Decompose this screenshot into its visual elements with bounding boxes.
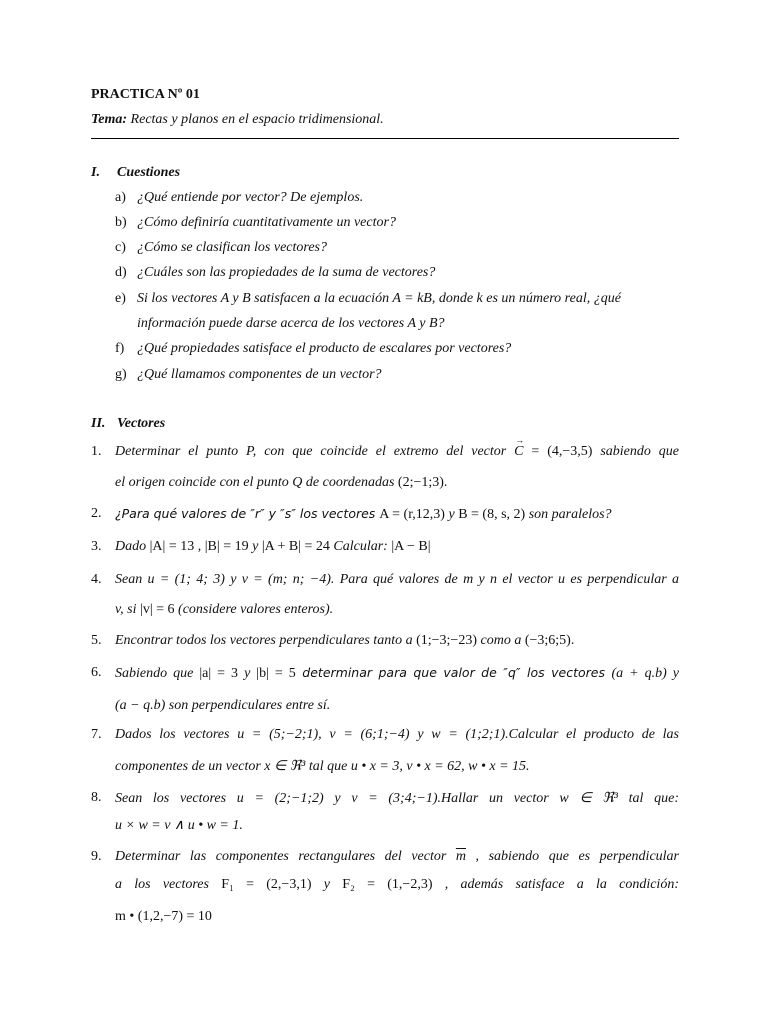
- header-divider: [91, 138, 679, 139]
- problem-4: [91, 572, 679, 588]
- math-expression: u • x = 3, v • x = 62, w • x = 15.: [350, 759, 530, 774]
- page-title: PRACTICA Nº 01: [91, 87, 200, 102]
- problem-9-continuation: [115, 877, 679, 893]
- math-expression: u = (2;−1;2) y v = (3;4;−1).: [236, 791, 441, 806]
- section-number: I.: [91, 165, 100, 180]
- math-expression: (1;−3;−23): [416, 633, 477, 648]
- problem-number: 9.: [91, 849, 102, 864]
- problem-text: [115, 444, 679, 460]
- text-run: Sean: [115, 572, 148, 587]
- problem-number: 4.: [91, 572, 102, 587]
- problem-6-continuation: [115, 698, 679, 714]
- problem-7: [91, 727, 679, 743]
- math-expression: m • (1,2,−7) = 10: [115, 909, 212, 924]
- problem-number: 7.: [91, 727, 102, 742]
- math-vector: → C: [514, 444, 523, 460]
- section-heading-cuestiones: [91, 165, 180, 181]
- text-run: y: [666, 666, 679, 681]
- math-expression: |A| = 13 ,: [149, 539, 202, 554]
- math-expression: |v| = 6: [140, 602, 175, 617]
- question-label: c): [115, 240, 126, 255]
- topic-line: [91, 112, 384, 128]
- problem-3: [91, 539, 679, 555]
- text-run: son perpendiculares entre sí.: [165, 698, 331, 713]
- question-item: [115, 265, 435, 281]
- question-text: ¿Cómo se clasifican los vectores?: [137, 240, 328, 255]
- problem-9: [91, 849, 679, 865]
- text-run: y: [248, 539, 262, 554]
- problem-6: [91, 665, 679, 682]
- math-expression: |A − B|: [391, 539, 431, 554]
- text-run: Encontrar todos los vectores perpendiculares tanto a: [115, 633, 417, 648]
- problem-7-continuation: [115, 758, 679, 775]
- question-label: e): [115, 291, 126, 306]
- text-run: tal que: [305, 759, 351, 774]
- problem-9-condition: [115, 909, 679, 925]
- question-text: ¿Qué llamamos componentes de un vector?: [137, 367, 382, 382]
- problem-1: [91, 444, 679, 460]
- problem-2: [91, 506, 679, 523]
- problem-number: 2.: [91, 506, 102, 521]
- math-expression: x ∈ ℜ³: [264, 759, 306, 774]
- question-text: ¿Qué propiedades satisface el producto de escalares por vectores?: [137, 341, 512, 356]
- question-text: ¿Cuáles son las propiedades de la suma de vectores?: [137, 265, 436, 280]
- text-run: Hallar un vector: [440, 791, 560, 806]
- text-run: Dado: [115, 539, 150, 554]
- math-expression: (2;−1;3).: [397, 475, 448, 490]
- problem-text: [115, 790, 679, 807]
- question-item: [115, 190, 363, 206]
- problem-text: [115, 665, 679, 682]
- text-run: Dados los vectores: [115, 727, 238, 742]
- problem-8-continuation: [115, 817, 679, 834]
- problem-number: 5.: [91, 633, 102, 648]
- text-run: y: [238, 666, 257, 681]
- problem-text: [115, 633, 679, 649]
- math-expression: (a + q.b): [611, 666, 667, 681]
- question-item: [115, 215, 396, 231]
- text-run: ¿Para qué valores de ″r″ y ″s″ los vectores: [115, 506, 380, 521]
- text-run: determinar para que valor de ″q″ los vectores: [295, 665, 612, 680]
- math-expression: |b| = 5: [256, 666, 296, 681]
- text-run: componentes de un vector: [115, 759, 265, 774]
- question-label: a): [115, 190, 126, 205]
- question-text: ¿Cómo definiría cuantitativamente un vector?: [137, 215, 396, 230]
- text-run: , sabiendo que es perpendicular: [466, 849, 680, 864]
- math-expression: u = (1; 4; 3) y v = (m; n; −4).: [147, 572, 335, 587]
- question-label: d): [115, 265, 127, 280]
- text-run: y: [311, 877, 343, 892]
- topic-text: Rectas y planos en el espacio tridimensional.: [127, 112, 384, 127]
- text-run: el origen coincide con el punto Q de coordenadas: [115, 475, 398, 490]
- question-item: [115, 367, 382, 383]
- problem-text: [115, 849, 679, 865]
- math-expression: F₂ = (1,−2,3): [342, 877, 433, 892]
- question-label: b): [115, 215, 127, 230]
- text-run: Sean los vectores: [115, 791, 237, 806]
- problem-text: [115, 572, 679, 588]
- text-run: Calcular el producto de las: [508, 727, 679, 742]
- math-expression: F₁ = (2,−3,1): [221, 877, 312, 892]
- math-expression: (a − q.b): [115, 698, 166, 713]
- math-expression: |a| = 3: [199, 666, 239, 681]
- section-number: II.: [91, 416, 106, 431]
- text-run: v, si: [115, 602, 141, 617]
- question-text: ¿Qué entiende por vector? De ejemplos.: [137, 190, 364, 205]
- question-item: [115, 240, 327, 256]
- math-expression: u × w = v ∧ u • w = 1.: [115, 818, 243, 833]
- problem-number: 3.: [91, 539, 102, 554]
- question-label: g): [115, 367, 127, 382]
- text-run: (considere valores enteros).: [174, 602, 334, 617]
- question-item: [115, 341, 511, 357]
- question-text: Si los vectores A y B satisfacen a la ecuación A = kB, donde k es un número real, ¿qué: [137, 291, 621, 306]
- math-expression: |B| = 19: [204, 539, 249, 554]
- text-run: Determinar el punto P, con que coincide el extremo del vector: [115, 444, 515, 459]
- math-vector: $\overline{m}$: [455, 849, 466, 864]
- text-run: Determinar las componentes rectangulares del vector: [115, 849, 456, 864]
- math-expression: B = (8, s, 2): [458, 507, 526, 522]
- math-expression: |A + B| = 24: [261, 539, 330, 554]
- section-title: Cuestiones: [117, 165, 181, 180]
- text-run: Sabiendo que: [115, 666, 200, 681]
- text-run: Calcular:: [329, 539, 392, 554]
- problem-number: 6.: [91, 665, 102, 680]
- math-expression: (−3;6;5).: [524, 633, 575, 648]
- math-expression: = (4,−3,5): [523, 444, 593, 459]
- text-run: como a: [477, 633, 525, 648]
- question-label: f): [115, 341, 125, 356]
- topic-label: Tema:: [91, 112, 128, 127]
- text-run: Para qué valores de m y n el vector u es perpendicular a: [334, 572, 679, 587]
- problem-text: [115, 539, 679, 555]
- problem-4-continuation: [115, 602, 679, 618]
- text-run: a los vectores: [115, 877, 222, 892]
- math-expression: A = (r,12,3): [379, 507, 445, 522]
- problem-text: [115, 506, 679, 523]
- problem-1-continuation: [115, 475, 679, 491]
- math-expression: w ∈ ℜ³: [559, 791, 618, 806]
- problem-8: [91, 790, 679, 807]
- question-item: [115, 291, 621, 307]
- text-run: son paralelos?: [525, 507, 612, 522]
- text-run: , además satisface a la condición:: [432, 877, 679, 892]
- problem-text: [115, 727, 679, 743]
- math-expression: u = (5;−2;1), v = (6;1;−4) y w = (1;2;1).: [237, 727, 509, 742]
- question-continuation: información puede darse acerca de los vectores A y B?: [137, 316, 445, 331]
- section-heading-vectores: [91, 416, 165, 432]
- problem-number: 1.: [91, 444, 102, 459]
- problem-number: 8.: [91, 790, 102, 805]
- problem-5: [91, 633, 679, 649]
- text-run: y: [444, 507, 459, 522]
- text-run: tal que:: [617, 791, 679, 806]
- section-title: Vectores: [117, 416, 166, 431]
- text-run: sabiendo que: [592, 444, 679, 459]
